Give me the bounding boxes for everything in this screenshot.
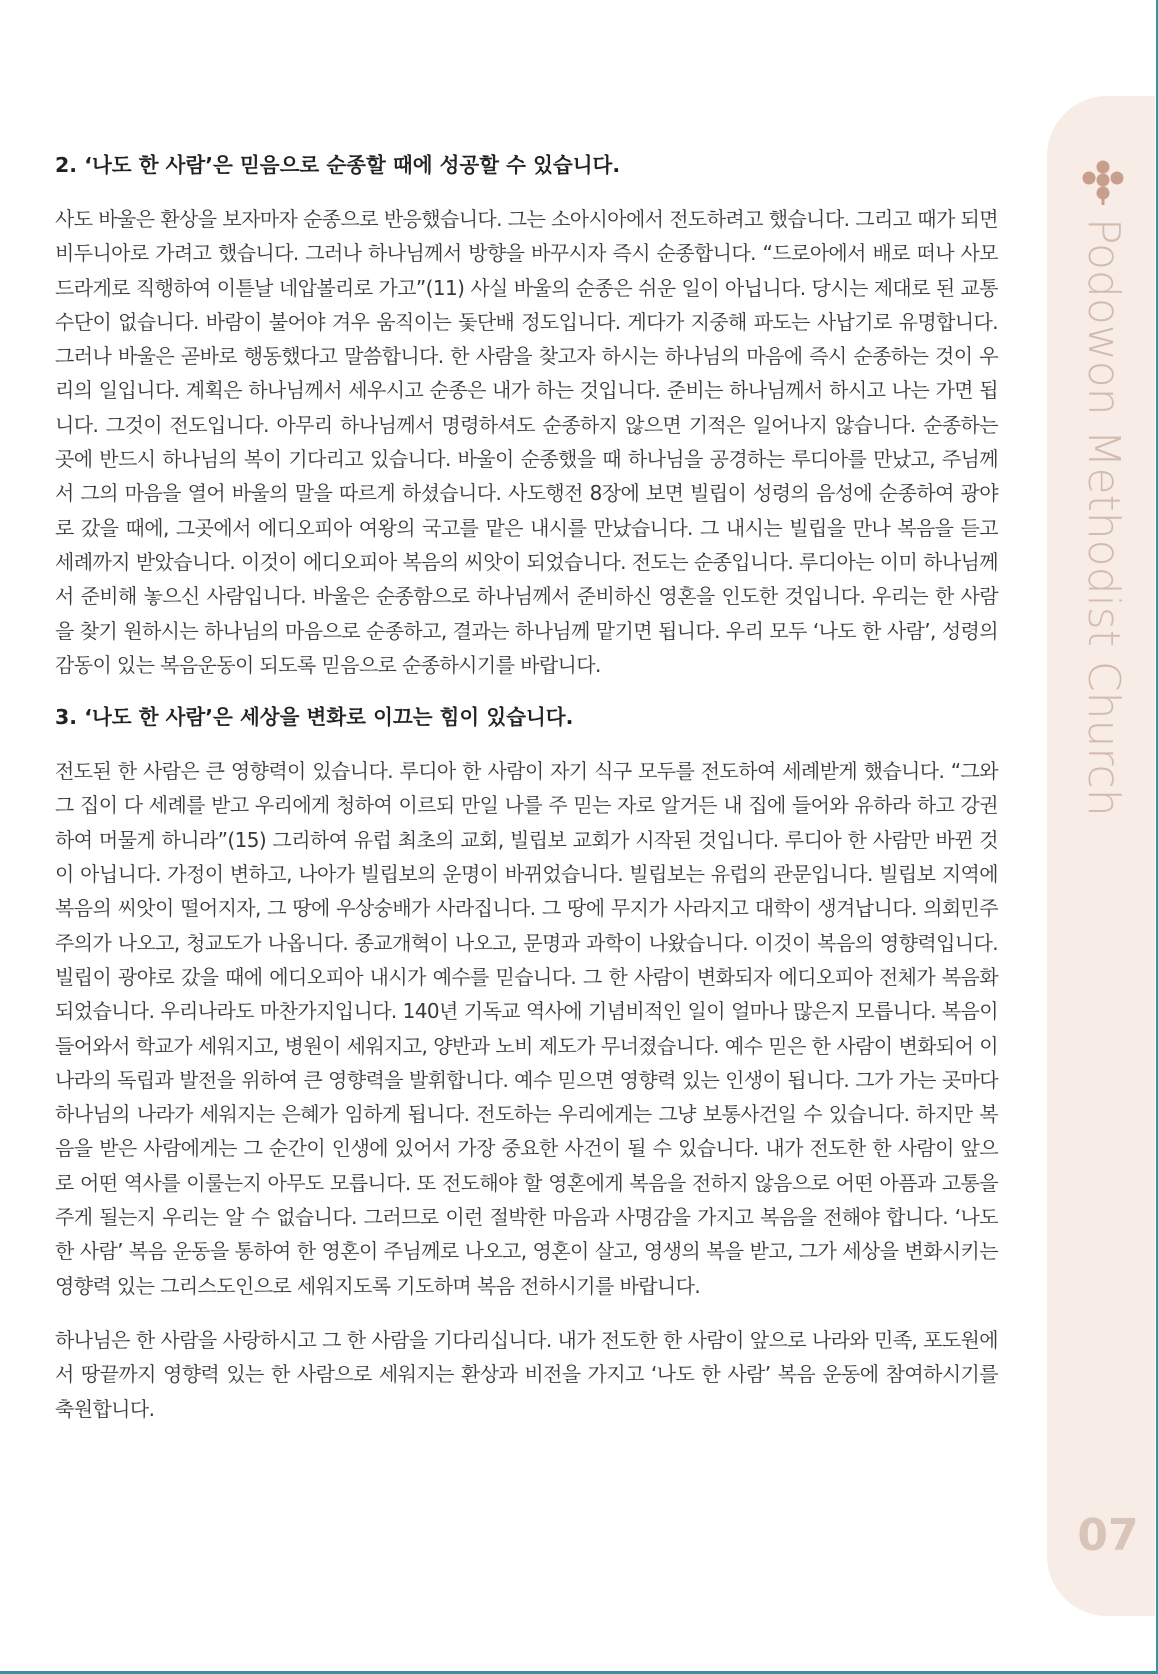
section-heading-2: 2. ‘나도 한 사람’은 믿음으로 순종할 때에 성공할 수 있습니다. bbox=[55, 153, 621, 177]
paragraph: 전도된 한 사람은 큰 영향력이 있습니다. 루디아 한 사람이 자기 식구 모두를 전도하여 세례받게 했습니다. “그와 그 집이 다 세례를 받고 우리에게 청하여 이르되 만일 나를 주 믿는 자로 알거든 내 집에 들어와 유하라 하고 강권하여 머물게 하니라”(15) 그리하여 유럽 최초의 교회, 빌립보 교회가 시작된 것입니다. 루디아 한 사람만 바뀐 것이 아닙니다. 가정이 변하고, 나아가 빌립보의 운명이 바뀌었습니다. 빌립보는 유럽의 관문입니다. 빌립보 지역에 복음의 씨앗이 떨어지자, 그 땅에 우상숭배가 사라집니다. 그 땅에 무지가 사라지고 대학이 생겨납니다. 의회민주주의가 나오고, 청교도가 나옵니다. 종교개혁이 나오고, 문명과 과학이 나왔습니다. 이것이 복음의 영향력입니다. 빌립이 광야로 갔을 때에 에디오피아 내시가 예수를 믿습니다. 그 한 사람이 변화되자 에디오피아 전체가 복음화 되었습니다. 우리나라도 마찬가지입니다. 140년 기독교 역사에 기념비적인 일이 얼마나 많은지 모릅니다. 복음이 들어와서 학교가 세워지고, 병원이 세워지고, 양반과 노비 제도가 무너졌습니다. 예수 믿은 한 사람이 변화되어 이 나라의 독립과 발전을 위하여 큰 영향력을 발휘합니다. 예수 믿으면 영향력 있는 인생이 됩니다. 그가 가는 곳마다 하나님의 나라가 세워지는 은혜가 임하게 됩니다. 전도하는 우리에게는 그냥 보통사건일 수 있습니다. 하지만 복음을 받은 사람에게는 그 순간이 인생에 있어서 가장 중요한 사건이 될 수 있습니다. 내가 전도한 한 사람이 앞으로 어떤 역사를 이룰는지 아무도 모릅니다. 또 전도해야 할 영혼에게 복음을 전하지 않음으로 어떤 아픔과 고통을 주게 될는지 우리는 알 수 없습니다. 그러므로 이런 절박한 마음과 사명감을 가지고 복음을 전해야 합니다. ‘나도 한 사람’ 복음 운동을 통하여 한 영혼이 주님께로 나오고, 영혼이 살고, 영생의 복을 받고, 그가 세상을 변화시키는 영향력 있는 그리스도인으로 세워지도록 기도하며 복음 전하시기를 바랍니다. bbox=[55, 759, 998, 1298]
paragraph: 사도 바울은 환상을 보자마자 순종으로 반응했습니다. 그는 소아시아에서 전도하려고 했습니다. 그리고 때가 되면 비두니아로 가려고 했습니다. 그러나 하나님께서 방향을 바꾸시자 즉시 순종합니다. “드로아에서 배로 떠나 사모드라게로 직행하여 이튿날 네압볼리로 가고”(11) 사실 바울의 순종은 쉬운 일이 아닙니다. 당시는 제대로 된 교통수단이 없습니다. 바람이 불어야 겨우 움직이는 돛단배 정도입니다. 게다가 지중해 파도는 사납기로 유명합니다. 그러나 바울은 곧바로 행동했다고 말씀합니다. 한 사람을 찾고자 하시는 하나님의 마음에 즉시 순종하는 것이 우리의 일입니다. 계획은 하나님께서 세우시고 순종은 내가 하는 것입니다. 준비는 하나님께서 하시고 나는 가면 됩니다. 그것이 전도입니다. 아무리 하나님께서 명령하셔도 순종하지 않으면 기적은 일어나지 않습니다. 순종하는 곳에 반드시 하나님의 복이 기다리고 있습니다. 바울이 순종했을 때 하나님을 공경하는 루디아를 만났고, 주님께서 그의 마음을 열어 바울의 말을 따르게 하셨습니다. 사도행전 8장에 보면 빌립이 성령의 음성에 순종하여 광야로 갔을 때에, 그곳에서 에디오피아 여왕의 국고를 맡은 내시를 만났습니다. 그 내시는 빌립을 만나 복음을 듣고 세례까지 받았습니다. 이것이 에디오피아 복음의 씨앗이 되었습니다. 전도는 순종입니다. 루디아는 이미 하나님께서 준비해 놓으신 사람입니다. 바울은 순종함으로 하나님께서 준비하신 영혼을 인도한 것입니다. 우리는 한 사람을 찾기 원하시는 하나님의 마음으로 순종하고, 결과는 하나님께 맡기면 됩니다. 우리 모두 ‘나도 한 사람’, 성령의 감동이 있는 복음운동이 되도록 믿음으로 순종하시기를 바랍니다. bbox=[55, 207, 998, 677]
closing-paragraph: 하나님은 한 사람을 사랑하시고 그 한 사람을 기다리십니다. 내가 전도한 한 사람이 앞으로 나라와 민족, 포도원에서 땅끝까지 영향력 있는 한 사람으로 세워지는 환상과 비전을 가지고 ‘나도 한 사람’ 복음 운동에 참여하시기를 축원합니다. bbox=[55, 1327, 998, 1421]
church-name: Podowon Methodist Church bbox=[1078, 218, 1129, 817]
page-number: 07 bbox=[1077, 1510, 1139, 1561]
section-heading-3: 3. ‘나도 한 사람’은 세상을 변화로 이끄는 힘이 있습니다. bbox=[55, 705, 574, 730]
article-body bbox=[55, 148, 998, 1426]
grape-cluster-icon bbox=[1079, 158, 1127, 206]
